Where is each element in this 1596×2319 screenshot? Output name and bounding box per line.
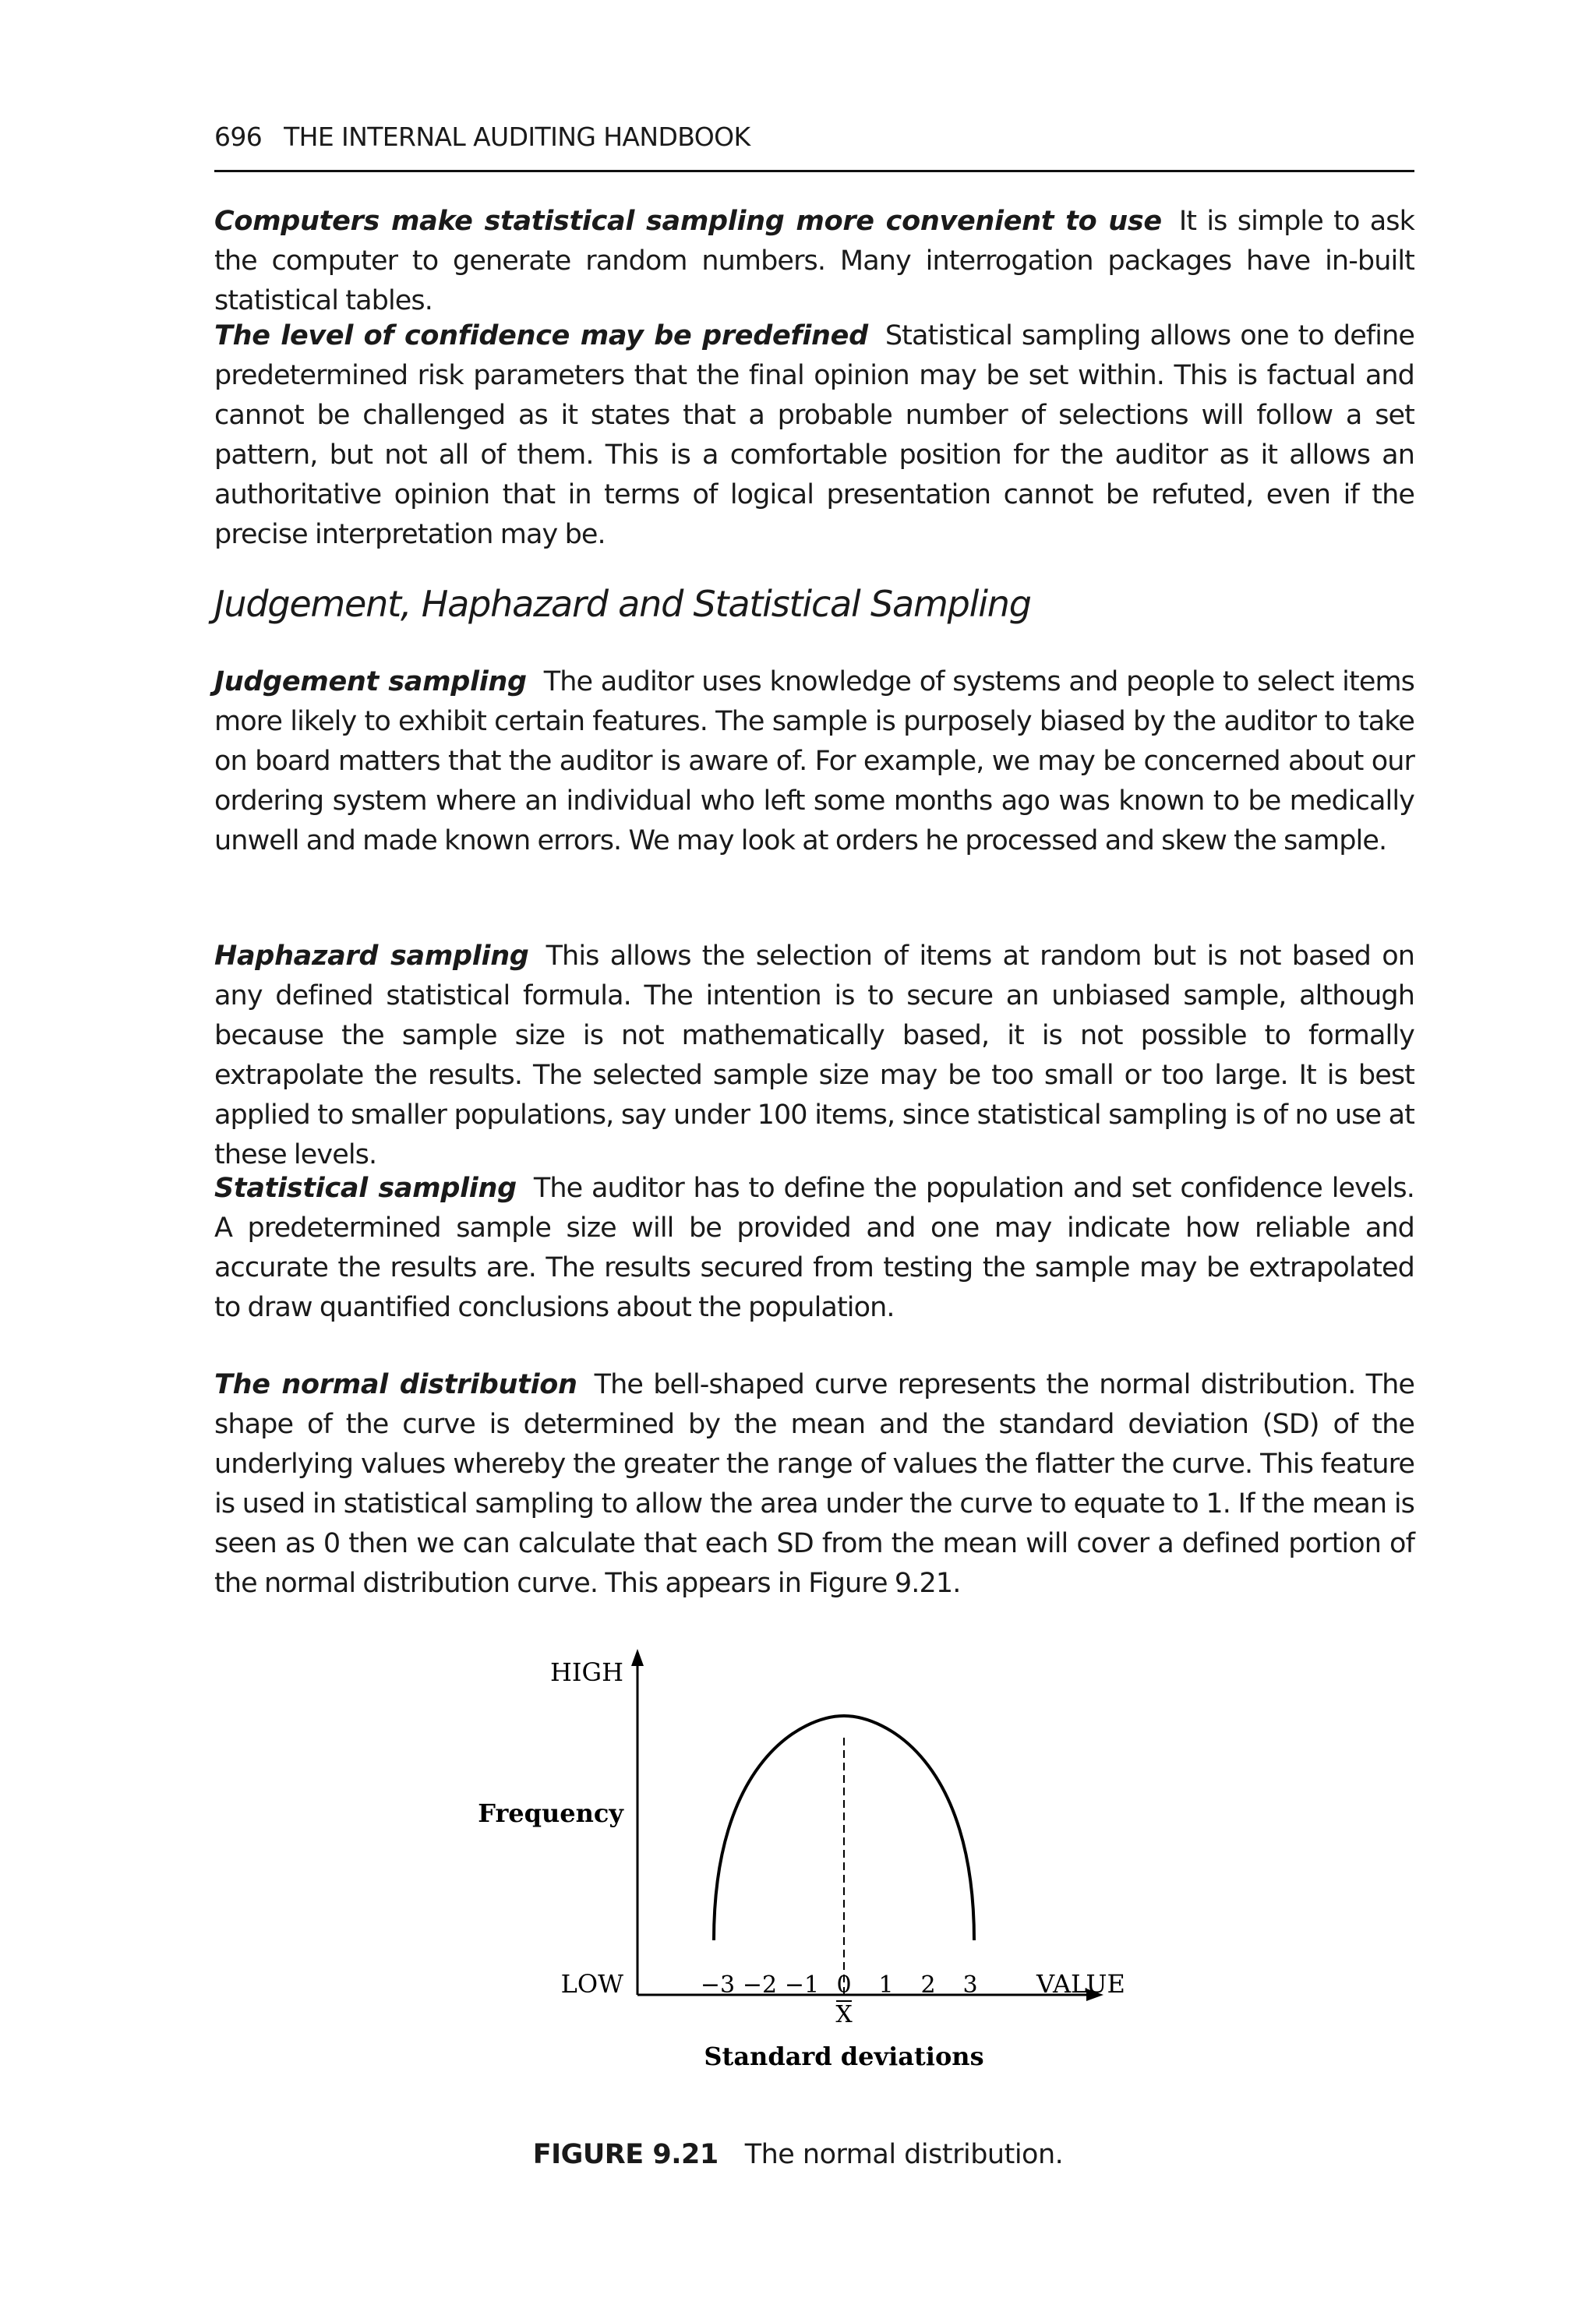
- paragraph-text: The auditor has to define the population and set confidence levels. A predetermined sample size will be provided and one may indicate how reliable and accurate the results are. The results secured from testing the sample may be extrapolated to draw quantified conclusions about the population.: [214, 1173, 1414, 1323]
- x-tick-label: −3: [700, 1971, 736, 1999]
- figure-caption: [0, 2139, 1596, 2170]
- x-tick-label: 3: [962, 1971, 978, 1999]
- y-high-label: HIGH: [549, 1657, 623, 1687]
- page-number: 696: [214, 122, 263, 152]
- paragraph-normal-distribution: [214, 1365, 1414, 1604]
- figure-number: FIGURE 9.21: [532, 2139, 719, 2170]
- x-tick-label: 1: [878, 1971, 894, 1999]
- paragraph-computers: [214, 202, 1414, 321]
- paragraph-confidence: [214, 316, 1414, 555]
- x-tick-label: 0: [836, 1971, 852, 1999]
- y-axis-arrowhead: [631, 1649, 644, 1666]
- figure-caption-text: The normal distribution.: [744, 2139, 1064, 2170]
- x-tick-label: −1: [784, 1971, 820, 1999]
- x-tick-label: −2: [742, 1971, 778, 1999]
- paragraph-text: The auditor uses knowledge of systems and people to select items more likely to exhibit certain features. The sample is purposely biased by the auditor to take on board matters that the auditor is aware of. For example, we may be concerned about our ordering system where an individual who left some months ago was known to be medically unwell and made known errors. We may look at orders he processed and skew the sample.: [214, 666, 1414, 856]
- paragraph-lead: Computers make statistical sampling more convenient to use: [214, 206, 1162, 237]
- origin-low-label: LOW: [560, 1969, 623, 1999]
- book-title: THE INTERNAL AUDITING HANDBOOK: [284, 122, 750, 152]
- paragraph-lead: The normal distribution: [214, 1369, 577, 1400]
- x-tick-label: 2: [920, 1971, 936, 1999]
- paragraph-lead: Statistical sampling: [214, 1173, 517, 1204]
- y-axis-label: Frequency: [478, 1798, 623, 1828]
- figure-normal-distribution: [468, 1644, 1169, 2096]
- x-value-label: VALUE: [1036, 1969, 1125, 1999]
- section-heading: Judgement, Haphazard and Statistical Sampling: [214, 583, 1031, 625]
- paragraph-statistical-sampling: [214, 1169, 1414, 1328]
- paragraph-text: This allows the selection of items at random but is not based on any defined statistical formula. The intention is to secure an unbiased sample, although because the sample size is not mathematically based, it is not possible to formally extrapolate the results. The selected sample size may be too small or too large. It is best applied to smaller populations, say under 100 items, since statistical sampling is of no use at these levels.: [214, 941, 1414, 1170]
- mean-symbol: X: [835, 2001, 853, 2028]
- paragraph-haphazard-sampling: [214, 937, 1414, 1175]
- paragraph-lead: Judgement sampling: [214, 666, 527, 697]
- x-axis-label: Standard deviations: [704, 2042, 984, 2071]
- paragraph-text: The bell-shaped curve represents the normal distribution. The shape of the curve is determined by the mean and the standard deviation (SD) of the underlying values whereby the greater the range of values the flatter the curve. This feature is used in statistical sampling to allow the area under the curve to equate to 1. If the mean is seen as 0 then we can calculate that each SD from the mean will cover a defined portion of the normal distribution curve. This appears in Figure 9.21.: [214, 1369, 1415, 1599]
- paragraph-text: It is simple to ask the computer to generate random numbers. Many interrogation packages have in-built statistical tables.: [214, 206, 1414, 316]
- paragraph-lead: Haphazard sampling: [214, 941, 529, 972]
- paragraph-text: Statistical sampling allows one to define predetermined risk parameters that the final opinion may be set within. This is factual and cannot be challenged as it states that a probable number of selections will follow a set pattern, but not all of them. This is a comfortable position for the auditor as it allows an authoritative opinion that in terms of logical presentation cannot be refuted, even if the precise interpretation may be.: [214, 320, 1415, 550]
- paragraph-judgement-sampling: [214, 662, 1414, 861]
- normal-distribution-chart: [468, 1644, 1169, 2096]
- running-header: [214, 122, 1414, 172]
- paragraph-lead: The level of confidence may be predefined: [214, 320, 868, 351]
